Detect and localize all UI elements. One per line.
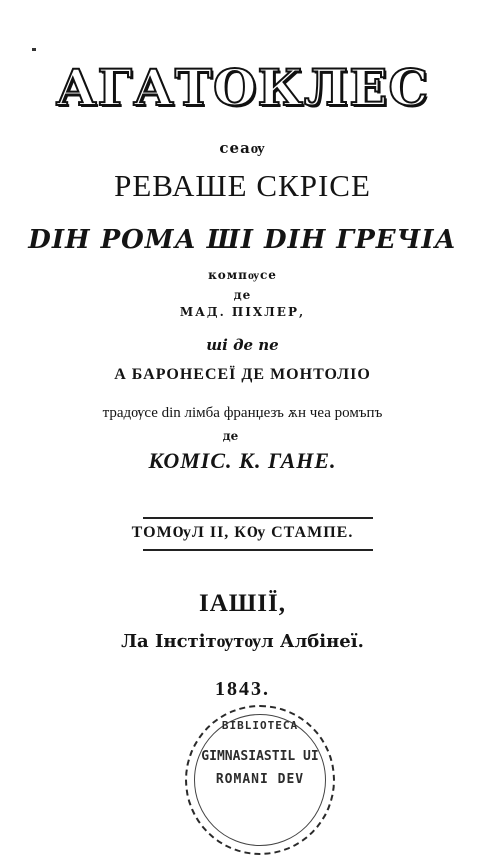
stamp-line-3: ROMANI DEV	[215, 772, 305, 787]
rule-top	[143, 517, 373, 519]
composed-text: компѹсе	[208, 268, 277, 282]
stamp-line-2: GIMNASIASTIL UI	[201, 749, 319, 764]
library-stamp	[185, 705, 335, 800]
publication-year: 1843.	[215, 678, 270, 700]
by-text: де	[233, 288, 252, 302]
by-text-2: де	[222, 429, 239, 443]
subtitle-line-2: DIН РОМА ШІ DIН ГРЕЧІА	[28, 225, 457, 255]
publisher: Ла Інстітѹтѹл Албінеї.	[121, 631, 364, 652]
volume-label: ТОМѸЛ II, КѸ СТАМПЕ.	[131, 524, 354, 541]
author-1: МАД. ПІХЛЕР,	[179, 305, 306, 319]
margin-mark	[32, 48, 36, 51]
rule-bottom	[143, 549, 373, 551]
translator-name: КОМІС. К. ГАНЕ.	[148, 448, 337, 473]
subtitle-line-1: РЕВАШЕ СКРІСЕ	[114, 168, 371, 203]
and-by-text: ші де пе	[206, 336, 279, 354]
conjunction-text: сеаѹ	[219, 139, 266, 157]
book-title: АГАТОКЛЕС	[55, 58, 430, 117]
publication-city: ІАШІЇ,	[199, 590, 286, 617]
stamp-line-1: BIBLIOTECA	[221, 719, 299, 732]
author-2: А БАРОНЕСЕЇ ДЕ МОНТОЛІО	[114, 366, 371, 383]
translation-note: традѹсе din лімба франџезъ ѫн чеа ромъпъ	[102, 405, 383, 421]
